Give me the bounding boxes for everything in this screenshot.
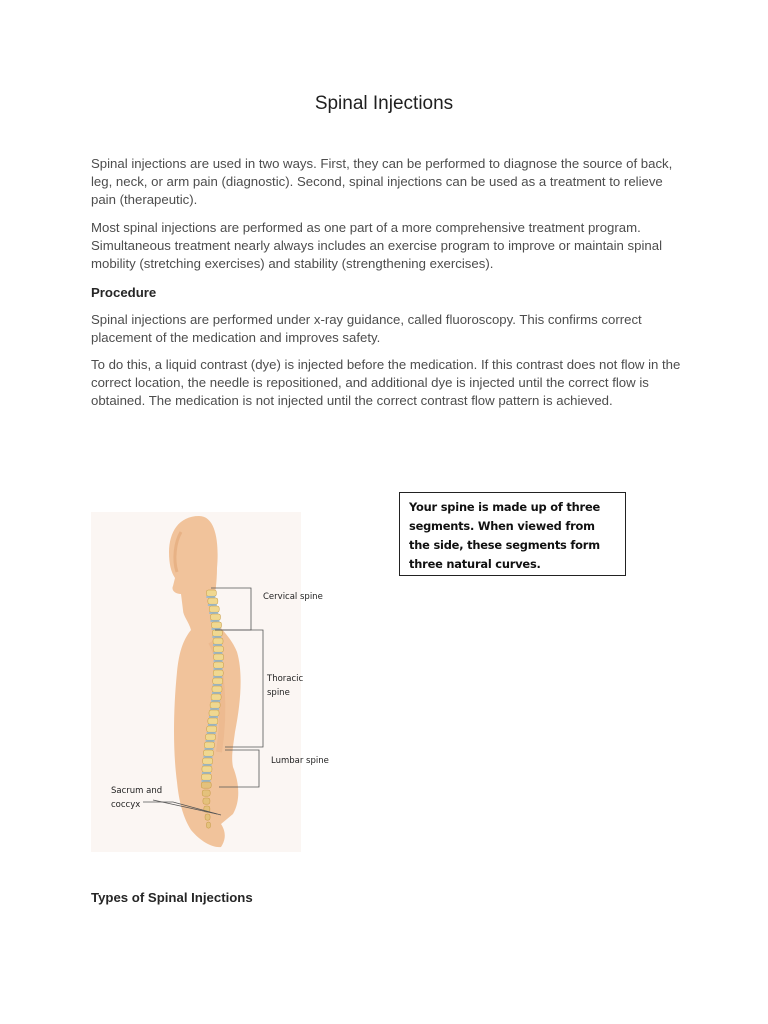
spinal-disc (204, 748, 213, 750)
procedure-paragraph-2: To do this, a liquid contrast (dye) is injected before the medication. If this contrast does not flow in the correct location, the needle is repositioned, and additional dye is injected until the correct flow is obtained. The medication is not injected until the correct contrast flow pattern is achieved. (91, 357, 681, 408)
procedure-paragraph-1: Spinal injections are performed under x-ray guidance, called fluoroscopy. This confirms correct placement of the medication and improves safety. (91, 312, 642, 345)
vertebra (208, 718, 218, 724)
vertebra (211, 694, 221, 700)
vertebra (212, 686, 222, 692)
vertebra (214, 662, 224, 668)
vertebra (213, 638, 223, 644)
vertebra (202, 790, 210, 796)
spinal-disc (214, 660, 223, 662)
spinal-disc (212, 636, 221, 638)
spinal-disc (210, 620, 219, 622)
spinal-disc (213, 652, 222, 654)
vertebra (203, 798, 210, 804)
vertebra (204, 742, 214, 748)
cervical-spine-label: Cervical spine (263, 592, 323, 602)
spinal-disc (208, 604, 217, 606)
vertebra (209, 606, 219, 612)
spinal-disc (201, 780, 210, 782)
spinal-disc (206, 740, 215, 742)
procedure-heading: Procedure (91, 285, 157, 300)
vertebra (206, 734, 216, 740)
vertebra (201, 782, 211, 788)
vertebra (210, 614, 220, 620)
page-title: Spinal Injections (314, 93, 454, 114)
spine-callout-box: Your spine is made up of three segments. When viewed from the side, these segments form three natural curves. (399, 492, 626, 576)
spinal-disc (211, 700, 220, 702)
spine-figure (91, 512, 329, 852)
spinal-disc (207, 732, 216, 734)
vertebra (214, 654, 224, 660)
spinal-disc (209, 612, 218, 614)
spinal-disc (210, 708, 219, 710)
vertebra (201, 774, 211, 780)
vertebra (212, 630, 222, 636)
spinal-disc (202, 772, 211, 774)
vertebra (207, 726, 217, 732)
vertebra (206, 822, 210, 828)
vertebra (213, 646, 223, 652)
vertebra (206, 590, 216, 596)
spinal-disc (203, 756, 212, 758)
vertebra (205, 814, 210, 820)
vertebra (202, 766, 212, 772)
spinal-disc (213, 676, 222, 678)
spinal-disc (212, 628, 221, 630)
spinal-disc (214, 668, 223, 670)
spinal-disc (208, 724, 217, 726)
spinal-disc (212, 692, 221, 694)
spinal-disc (206, 596, 215, 598)
thoracic-spine-label: Thoracic spine (267, 674, 304, 698)
vertebra (210, 702, 220, 708)
intro-paragraph-1: Spinal injections are used in two ways. First, they can be performed to diagnose the source of back, leg, neck, or arm pain (diagnostic). Second, spinal injections can be used as a treatment to relieve pain (therapeutic). (91, 156, 673, 207)
spinal-disc (203, 764, 212, 766)
spinal-disc (213, 644, 222, 646)
spinal-disc (213, 684, 222, 686)
vertebra (209, 710, 219, 716)
types-heading: Types of Spinal Injections (91, 890, 253, 905)
vertebra (213, 678, 223, 684)
vertebra (212, 622, 222, 628)
intro-paragraph-2: Most spinal injections are performed as one part of a more comprehensive treatment program. Simultaneous treatment nearly always includes an exercise program to improve or maintain spinal mobility (stretching exercises) and stability (strengthening exercises). (91, 220, 662, 271)
lumbar-spine-label: Lumbar spine (271, 756, 329, 766)
vertebra (203, 750, 213, 756)
vertebra (213, 670, 223, 676)
vertebra (203, 758, 213, 764)
vertebra (208, 598, 218, 604)
sacrum-coccyx-label: Sacrum and coccyx (111, 786, 163, 810)
spinal-disc (209, 716, 218, 718)
